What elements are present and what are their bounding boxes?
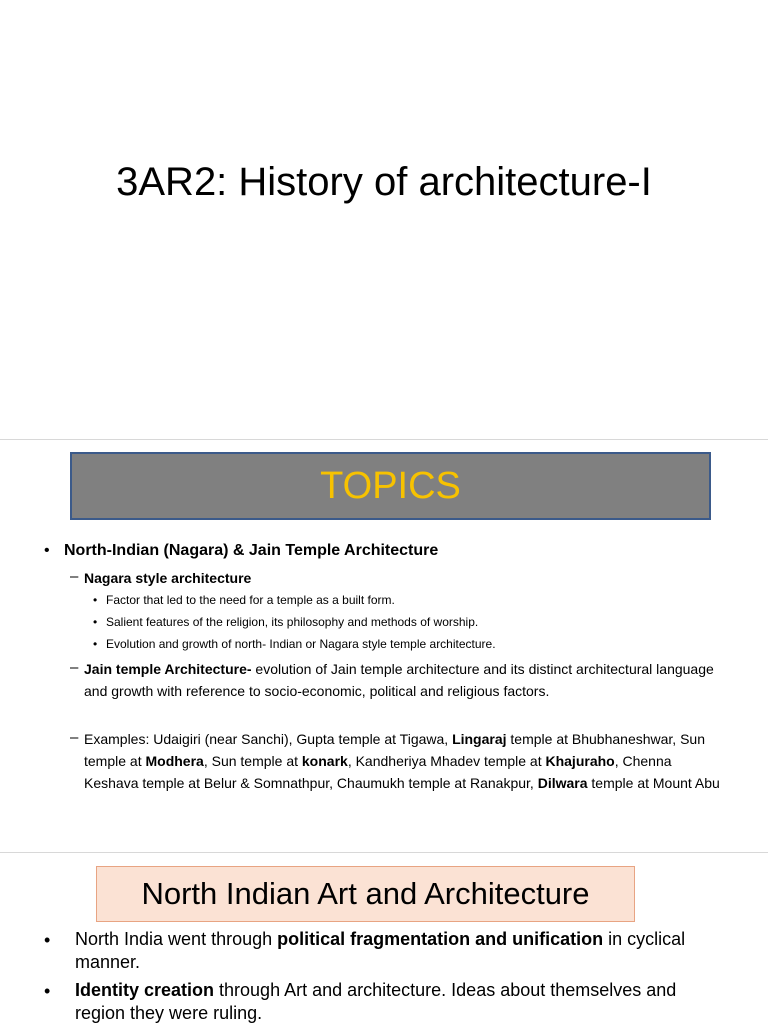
title-slide <box>0 0 768 440</box>
point-bold: political fragmentation and unification <box>277 929 604 949</box>
examples-text: , Kandheriya Mhadev temple at <box>347 753 546 769</box>
jain-heading: Jain temple Architecture- <box>84 661 252 677</box>
bullet-icon: • <box>44 981 51 1001</box>
bullet-icon: • <box>93 637 98 651</box>
examples-bold: Khajuraho <box>545 753 615 769</box>
point-fragmentation <box>75 928 725 974</box>
point-identity <box>75 979 725 1024</box>
main-topic: North-Indian (Nagara) & Jain Temple Architecture <box>64 542 439 559</box>
point-text: through Art and architecture. Ideas about themselves and region they were ruling. <box>75 980 677 1023</box>
north-indian-slide <box>0 854 768 1024</box>
examples-text: , Chenna Keshava temple at Belur & Somnathpur, Chaumukh temple at Ranakpur, <box>84 753 672 791</box>
section-heading-box <box>96 866 635 922</box>
examples-paragraph <box>84 728 724 794</box>
nagara-point: Salient features of the religion, its philosophy and methods of worship. <box>106 615 479 629</box>
dash-icon: – <box>70 659 79 676</box>
examples-bold: konark <box>301 753 348 769</box>
bullet-icon: • <box>93 615 98 629</box>
examples-text: , Sun temple at <box>203 753 302 769</box>
section-heading: North Indian Art and Architecture <box>141 876 590 911</box>
examples-bold: Lingaraj <box>452 731 507 747</box>
bullet-icon: • <box>44 930 51 950</box>
topics-banner <box>70 452 711 520</box>
examples-text: Examples: Udaigiri (near Sanchi), Gupta temple at Tigawa, <box>84 731 453 747</box>
nagara-point: Factor that led to the need for a temple as a built form. <box>106 593 395 607</box>
examples-bold: Dilwara <box>537 775 588 791</box>
slide-title: 3AR2: History of architecture-I <box>116 160 652 204</box>
point-text: in cyclical manner. <box>75 929 686 972</box>
bullet-icon: • <box>93 593 98 607</box>
jain-text: evolution of Jain temple architecture and its distinct architectural language and growth with reference to socio-economic, political and religious factors. <box>84 661 714 699</box>
nagara-heading: Nagara style architecture <box>84 570 252 586</box>
topics-slide <box>0 441 768 853</box>
bullet-icon: • <box>44 542 50 559</box>
dash-icon: – <box>70 568 79 585</box>
nagara-point: Evolution and growth of north- Indian or Nagara style temple architecture. <box>106 637 496 651</box>
jain-paragraph <box>84 658 724 702</box>
examples-text: temple at Mount Abu <box>587 775 720 791</box>
examples-text: temple at Bhubhaneshwar, Sun temple at <box>84 731 705 769</box>
examples-bold: Modhera <box>145 753 204 769</box>
point-bold: Identity creation <box>75 980 215 1000</box>
dash-icon: – <box>70 729 79 746</box>
topics-heading: TOPICS <box>320 464 461 507</box>
point-text: North India went through <box>75 929 278 949</box>
